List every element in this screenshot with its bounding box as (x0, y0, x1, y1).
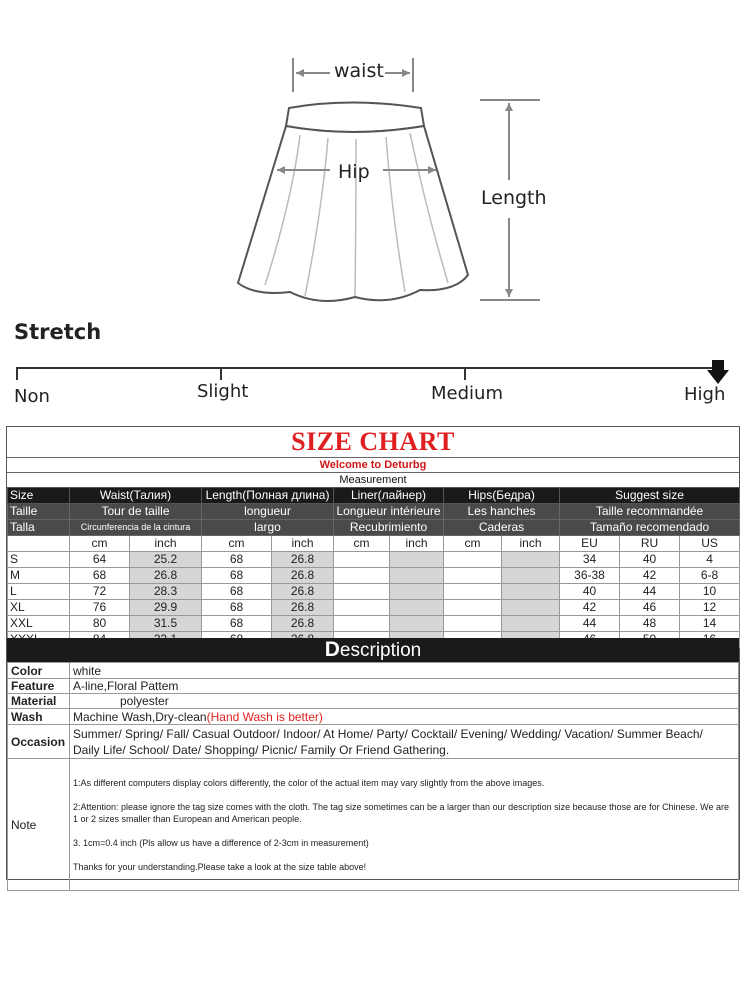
wash-row (8, 709, 739, 725)
table-cell: 10 (680, 584, 740, 600)
header-row-es (8, 520, 740, 536)
note-4: Thanks for your understanding.Please take a look at the size table above! (73, 861, 367, 872)
stretch-selected-arrow-icon (707, 360, 729, 386)
size-table (7, 487, 740, 648)
note-content (70, 759, 739, 891)
table-row (8, 584, 740, 600)
header-cell: Talla (8, 520, 70, 536)
unit-cell: inch (502, 536, 560, 552)
table-cell (444, 568, 502, 584)
table-cell: 36-38 (560, 568, 620, 584)
unit-cell: US (680, 536, 740, 552)
unit-cell: RU (620, 536, 680, 552)
occasion-row (8, 725, 739, 759)
table-cell: 44 (560, 616, 620, 632)
note-1: 1:As different computers display colors differently, the color of the actual item may vary slightly from the above images. (73, 777, 545, 788)
header-row-en (8, 488, 740, 504)
length-arrow-top (505, 103, 513, 111)
table-row (8, 616, 740, 632)
welcome-text: Welcome to Deturbg (319, 459, 427, 471)
unit-cell: cm (334, 536, 390, 552)
description-header (7, 638, 739, 662)
wash-note: (Hand Wash is better) (206, 709, 323, 724)
header-cell: Recubrimiento (334, 520, 444, 536)
table-cell: 28.3 (130, 584, 202, 600)
note-row (8, 759, 739, 891)
unit-cell: cm (70, 536, 130, 552)
header-cell: Taille (8, 504, 70, 520)
material-row (8, 694, 739, 709)
table-cell (334, 600, 390, 616)
header-cell: Length(Полная длина) (202, 488, 334, 504)
unit-cell (8, 536, 70, 552)
size-cell: L (8, 584, 70, 600)
table-cell (390, 600, 444, 616)
table-cell: 26.8 (272, 552, 334, 568)
table-cell: 34 (560, 552, 620, 568)
table-cell: 72 (70, 584, 130, 600)
header-cell: Tour de taille (70, 504, 202, 520)
feature-label: Feature (8, 679, 70, 694)
description-title-rest: escription (339, 640, 422, 661)
stretch-level-non: Non (14, 386, 50, 407)
unit-cell: inch (130, 536, 202, 552)
feature-value: A-line,Floral Pattem (70, 679, 739, 694)
unit-cell: inch (390, 536, 444, 552)
hip-label: Hip (338, 161, 370, 183)
table-cell (334, 584, 390, 600)
wash-value: Machine Wash,Dry-clean (73, 709, 207, 724)
table-cell: 14 (680, 616, 740, 632)
header-cell: longueur (202, 504, 334, 520)
table-cell: 26.8 (272, 568, 334, 584)
table-cell: 68 (70, 568, 130, 584)
size-cell: M (8, 568, 70, 584)
table-cell (444, 616, 502, 632)
table-cell: 42 (620, 568, 680, 584)
wash-label: Wash (8, 709, 70, 725)
note-2: 2:Attention: please ignore the tag size comes with the cloth. The tag size sometimes can be a larger than our description size because those are for Chinese. We are 1 or 2 sizes smaller than European and American people. (73, 801, 730, 824)
size-cell: S (8, 552, 70, 568)
color-value: white (70, 663, 739, 679)
table-cell: 26.8 (272, 584, 334, 600)
occasion-line-2: Daily Life/ School/ Date/ Shopping/ Picnic/ Family Or Friend Gathering. (73, 742, 450, 757)
table-cell: 68 (202, 600, 272, 616)
material-label: Material (8, 694, 70, 709)
note-3: 3. 1cm=0.4 inch (Pls allow us have a difference of 2-3cm in measurement) (73, 837, 369, 848)
skirt-waistband (286, 103, 424, 133)
wash-cell (70, 709, 739, 725)
table-cell (334, 616, 390, 632)
table-cell (502, 552, 560, 568)
table-row (8, 568, 740, 584)
table-cell: 44 (620, 584, 680, 600)
header-cell: Tamaño recomendado (560, 520, 740, 536)
stretch-scale-line (16, 367, 720, 369)
size-cell: XXL (8, 616, 70, 632)
table-cell: 40 (560, 584, 620, 600)
size-chart (6, 426, 740, 880)
stretch-tick-medium (464, 367, 466, 380)
table-cell (444, 552, 502, 568)
table-cell (390, 568, 444, 584)
table-cell: 26.8 (272, 600, 334, 616)
occasion-label: Occasion (8, 725, 70, 759)
header-cell: Circunferencia de la cintura (70, 520, 202, 536)
table-cell: 46 (620, 600, 680, 616)
header-cell: Waist(Талия) (70, 488, 202, 504)
stretch-title: Stretch (14, 320, 102, 344)
length-label: Length (481, 187, 547, 209)
occasion-value (70, 725, 739, 759)
table-cell: 6-8 (680, 568, 740, 584)
header-cell: largo (202, 520, 334, 536)
header-cell: Liner(лайнер) (334, 488, 444, 504)
waist-arrow-right (402, 69, 410, 77)
header-cell: Les hanches (444, 504, 560, 520)
stretch-level-medium: Medium (431, 383, 503, 404)
table-cell: 68 (202, 584, 272, 600)
material-value: polyester (70, 694, 739, 709)
feature-row (8, 679, 739, 694)
color-label: Color (8, 663, 70, 679)
table-cell (444, 600, 502, 616)
unit-cell: inch (272, 536, 334, 552)
header-cell: Longueur intérieure (334, 504, 444, 520)
header-cell: Suggest size (560, 488, 740, 504)
table-row (8, 552, 740, 568)
table-cell (334, 568, 390, 584)
table-cell: 80 (70, 616, 130, 632)
unit-row (8, 536, 740, 552)
table-cell: 48 (620, 616, 680, 632)
table-cell: 26.8 (130, 568, 202, 584)
header-cell: Taille recommandée (560, 504, 740, 520)
stretch-tick-non (16, 367, 18, 380)
color-row (8, 663, 739, 679)
description-title-initial: D (324, 638, 340, 661)
table-cell: 26.8 (272, 616, 334, 632)
unit-cell: cm (444, 536, 502, 552)
table-cell: 68 (202, 552, 272, 568)
header-row-fr (8, 504, 740, 520)
waist-label: waist (334, 60, 384, 82)
table-cell (334, 552, 390, 568)
description-table (7, 662, 739, 891)
table-cell (444, 584, 502, 600)
skirt-diagram (0, 0, 750, 320)
table-cell: 76 (70, 600, 130, 616)
table-cell: 29.9 (130, 600, 202, 616)
table-cell (390, 552, 444, 568)
header-cell: Hips(Бедра) (444, 488, 560, 504)
table-cell: 42 (560, 600, 620, 616)
table-row (8, 600, 740, 616)
stretch-level-high: High (684, 384, 726, 405)
stretch-tick-slight (220, 367, 222, 380)
table-cell: 12 (680, 600, 740, 616)
unit-cell: cm (202, 536, 272, 552)
table-cell: 31.5 (130, 616, 202, 632)
size-chart-title: SIZE CHART (291, 427, 455, 456)
length-arrow-bottom (505, 289, 513, 297)
table-cell (390, 616, 444, 632)
table-cell: 64 (70, 552, 130, 568)
table-cell: 25.2 (130, 552, 202, 568)
table-cell (502, 584, 560, 600)
skirt-body (238, 126, 468, 301)
table-cell (502, 568, 560, 584)
note-label: Note (8, 759, 70, 891)
occasion-line-1: Summer/ Spring/ Fall/ Casual Outdoor/ Indoor/ At Home/ Party/ Cocktail/ Evening/ Wedding/ Vacation/ Summer Beach/ (73, 726, 703, 741)
table-cell (502, 600, 560, 616)
table-cell: 68 (202, 568, 272, 584)
size-cell: XL (8, 600, 70, 616)
unit-cell: EU (560, 536, 620, 552)
table-cell (502, 616, 560, 632)
header-cell: Caderas (444, 520, 560, 536)
stretch-level-slight: Slight (197, 381, 249, 402)
table-cell: 68 (202, 616, 272, 632)
table-cell (390, 584, 444, 600)
waist-arrow-left (296, 69, 304, 77)
table-cell: 40 (620, 552, 680, 568)
measurement-label: Measurement (339, 474, 407, 486)
header-cell: Size (8, 488, 70, 504)
table-cell: 4 (680, 552, 740, 568)
